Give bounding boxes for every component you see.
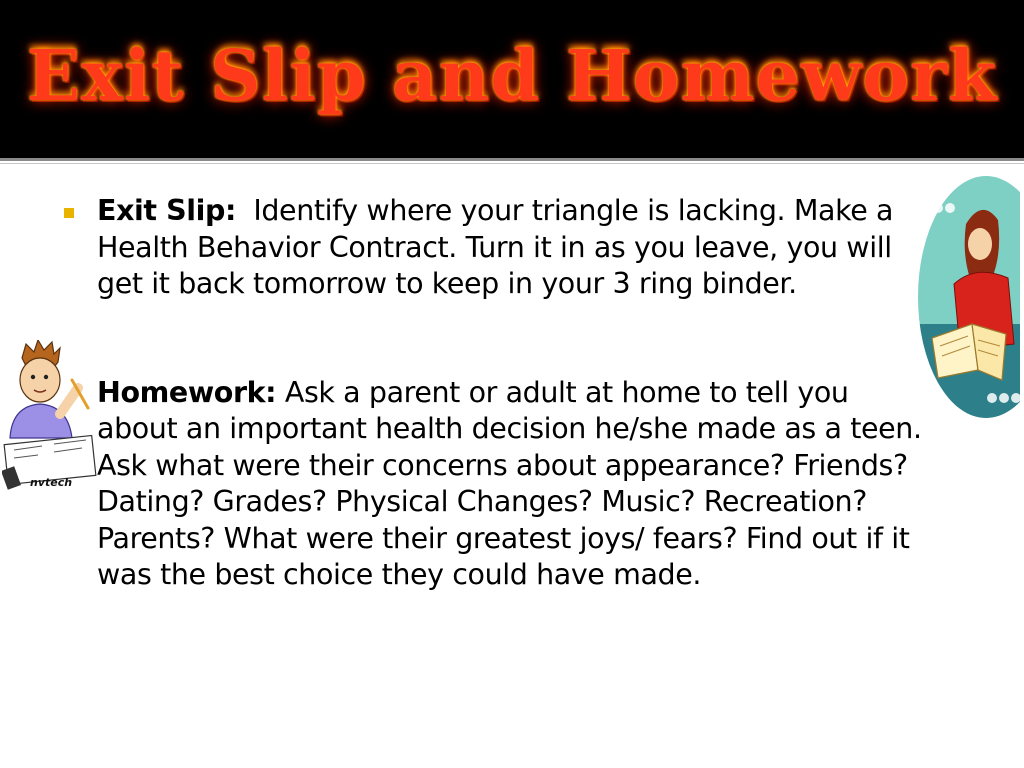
homework-paragraph <box>97 375 930 594</box>
homework-label: Homework: <box>97 375 277 409</box>
title-divider <box>0 158 1024 161</box>
boy-figure <box>2 340 96 490</box>
homework-block <box>60 375 930 594</box>
slide-body <box>60 193 930 594</box>
nvtech-logo-text: nvtech <box>30 476 73 489</box>
exit-slip-label: Exit Slip: <box>97 194 237 227</box>
exit-slip-paragraph <box>97 193 930 303</box>
homework-text: Ask a parent or adult at home to tell you about an important health decision he/she made as a teen. Ask what were their concerns about appearance? Friends? Dating? Grades? Physical Changes? Music? Recreation? Parents? What were their greatest joys/ fears? Find out if it was the best choice they could have made. <box>97 375 922 591</box>
exit-slip-text: Identify where your triangle is lacking. Make a Health Behavior Contract. Turn it in as you leave, you will get it back tomorrow to keep in your 3 ring binder. <box>97 194 894 300</box>
slide-title: Exit Slip and Homework <box>26 34 998 117</box>
title-bar <box>0 0 1024 158</box>
title-divider-thin <box>0 163 1024 164</box>
bullet-square-icon <box>64 208 74 218</box>
bullet-exit-slip <box>60 193 930 303</box>
woman-reading-clipart <box>916 174 1020 420</box>
boy-studying-clipart <box>2 340 98 496</box>
